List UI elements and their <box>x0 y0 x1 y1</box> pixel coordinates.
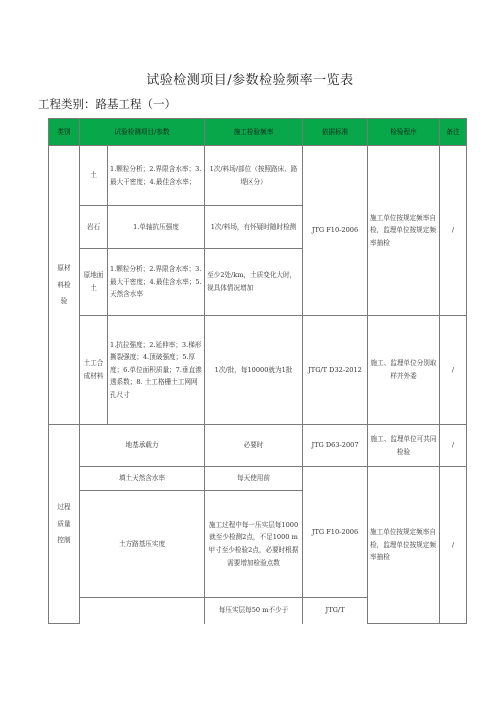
frequency-cell: 每压实层每50 m不少于 <box>205 598 303 624</box>
items-cell: 土方路基压实度 <box>80 491 205 598</box>
items-cell: 地基承载力 <box>80 425 205 467</box>
items-cell: 1.颗粒分析；2.界限含水率；3.最大干密度；4.最佳含水率；5.天然含水率 <box>108 249 205 316</box>
frequency-cell: 施工过程中每一压实层每1000就至少检测2点，不足1000 m甲寸至少检验2点，必要时根据需要增加检验点数 <box>205 491 303 598</box>
project-category: 工程类别：路基工程（一） <box>38 97 176 111</box>
header-standard: 依据标准 <box>303 119 368 146</box>
table-row <box>49 146 467 206</box>
frequency-cell: 1次/料场/部位（按照路床、路堤区分） <box>205 146 303 206</box>
standard-cell: JTG/T <box>303 598 368 624</box>
inspection-frequency-table <box>48 118 467 624</box>
standard-cell: JTG F10-2006 <box>303 146 368 316</box>
items-cell: 填土天然含水率 <box>80 467 205 491</box>
category-cell: 原材 料检 验 <box>49 146 80 425</box>
standard-cell: JTG/T D32-2012 <box>303 316 368 425</box>
procedure-cell: 施工单位按规定频率自检，监理单位按规定频率抽检 <box>368 467 440 624</box>
standard-cell: JTG F10-2006 <box>303 467 368 598</box>
category-cell: 过程 质量 控制 <box>49 425 80 624</box>
header-items: 试验检测项目/参数 <box>80 119 205 146</box>
frequency-cell: 必要时 <box>205 425 303 467</box>
header-procedure: 检验程序 <box>368 119 440 146</box>
frequency-cell: 1次/批，每10000就为1批 <box>205 316 303 425</box>
standard-cell: JTG D63-2007 <box>303 425 368 467</box>
items-cell: 1.单轴抗压强度 <box>108 206 205 249</box>
items-cell <box>80 598 205 624</box>
frequency-cell: 每天使用前 <box>205 467 303 491</box>
items-cell: 1.抗拉强度；2.延伸率；3.梯形撕裂强度；4.顶破强度；5.厚度；6.单位面积质量；7.垂直渗透系数；8. 土工格栅土工网网孔尺寸 <box>108 316 205 425</box>
material-cell: 岩石 <box>80 206 108 249</box>
material-cell: 土工合成材料 <box>80 316 108 425</box>
header-remark: 备注 <box>440 119 467 146</box>
procedure-cell: 施工单位按规定频率自检，监理单位按规定频率抽检 <box>368 146 440 316</box>
page-title: 试验检测项目/参数检验频率一览表 <box>146 73 354 88</box>
items-cell: 1.颗粒分析；2.界限含水率；3.最大干密度；4.最佳含水率； <box>108 146 205 206</box>
frequency-cell: 至少2处/km，土质变化大时，视具体情况增加 <box>205 249 303 316</box>
material-cell: 土 <box>80 146 108 206</box>
remark-cell: / <box>440 316 467 425</box>
header-category: 类别 <box>49 119 80 146</box>
material-cell: 原地面土 <box>80 249 108 316</box>
remark-cell: / <box>440 425 467 467</box>
header-frequency: 施工检验频率 <box>205 119 303 146</box>
table-header-row <box>49 119 467 146</box>
remark-cell: / <box>440 146 467 316</box>
remark-cell: / <box>440 467 467 624</box>
procedure-cell: 施工、监理单位可共同检验 <box>368 425 440 467</box>
table-row <box>49 316 467 425</box>
table-row <box>49 467 467 491</box>
frequency-cell: 1次/料场，有怀疑时随时检测 <box>205 206 303 249</box>
table-row <box>49 425 467 467</box>
procedure-cell: 施工、监理单位分别取样并外委 <box>368 316 440 425</box>
